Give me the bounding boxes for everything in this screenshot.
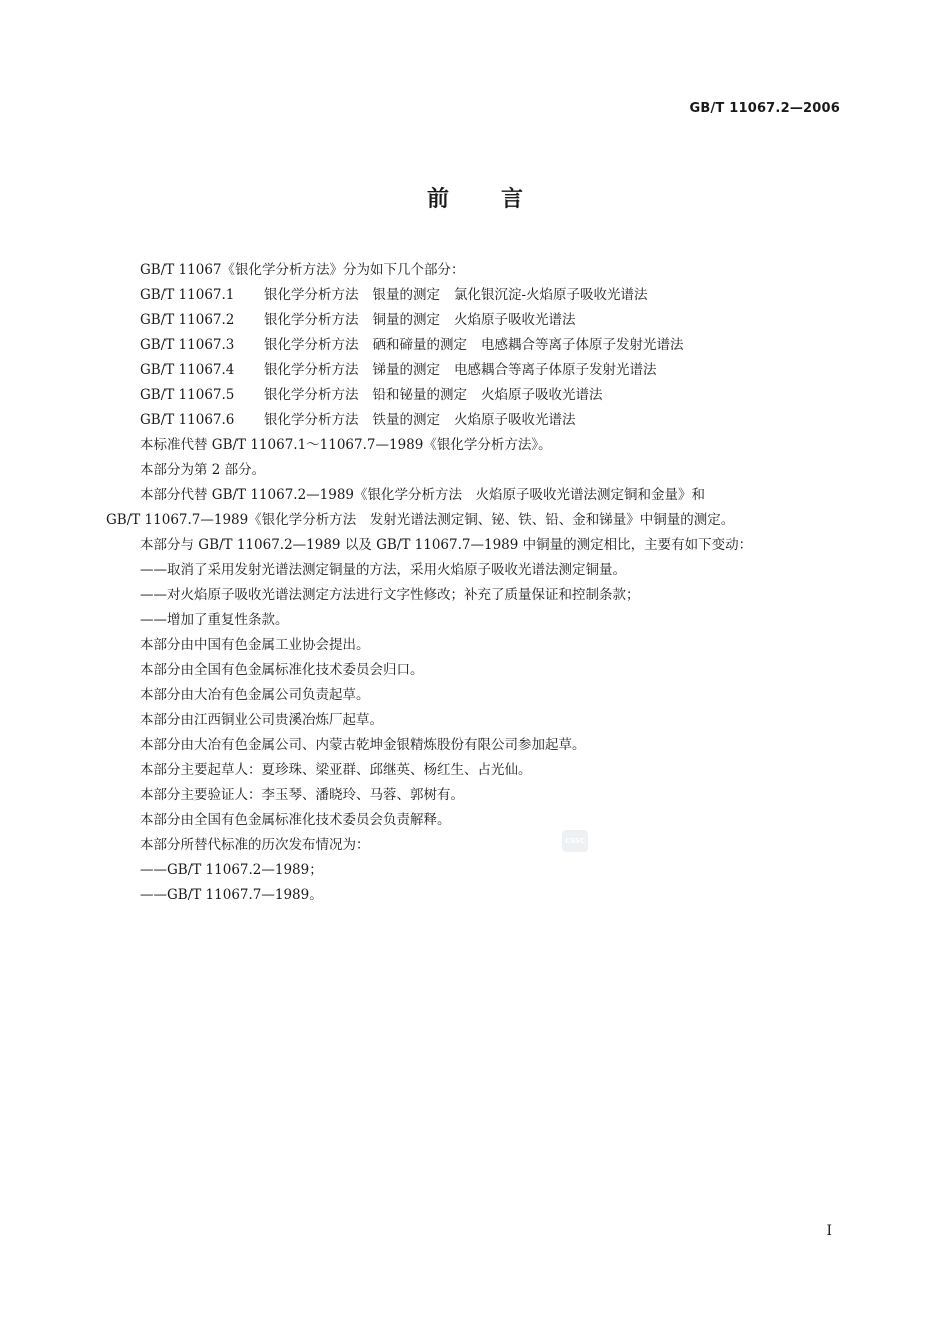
part-item: 铜量的测定 <box>372 312 440 328</box>
watermark-logo: CSSC <box>562 830 588 852</box>
foreword-body <box>106 258 846 908</box>
part-row <box>106 358 846 383</box>
part-code: GB/T 11067.5 <box>140 387 235 403</box>
part-method: 火焰原子吸收光谱法 <box>454 312 576 328</box>
part-row <box>106 408 846 433</box>
statement-paragraph: 本部分主要起草人：夏珍珠、梁亚群、邱继英、杨红生、占光仙。 <box>140 762 532 778</box>
standard-code: GB/T 11067.2—2006 <box>689 101 840 116</box>
title-char-1: 前 <box>426 187 449 212</box>
part-item: 硒和碲量的测定 <box>372 337 467 353</box>
part-item: 银量的测定 <box>372 287 440 303</box>
statement-paragraph: 本部分由大冶有色金属公司负责起草。 <box>140 687 370 703</box>
part-name: 银化学分析方法 <box>264 387 359 403</box>
replaces-paragraph: 本标准代替 GB/T 11067.1～11067.7—1989《银化学分析方法》。 <box>140 437 552 453</box>
page-title <box>0 182 950 213</box>
statement-paragraph: 本部分所替代标准的历次发布情况为： <box>140 837 370 853</box>
history-item: ——GB/T 11067.7—1989。 <box>140 887 323 903</box>
part-method: 火焰原子吸收光谱法 <box>481 387 603 403</box>
part-name: 银化学分析方法 <box>264 287 359 303</box>
part-item: 锑量的测定 <box>372 362 440 378</box>
part-code: GB/T 11067.4 <box>140 362 235 378</box>
part-row <box>106 283 846 308</box>
part-code: GB/T 11067.1 <box>140 287 235 303</box>
part-row <box>106 383 846 408</box>
part-item: 铅和铋量的测定 <box>372 387 467 403</box>
statement-paragraph: 本部分主要验证人：李玉琴、潘晓玲、马蓉、郭树有。 <box>140 787 464 803</box>
part-row <box>106 308 846 333</box>
intro-paragraph: GB/T 11067《银化学分析方法》分为如下几个部分： <box>140 262 465 278</box>
statement-paragraph: 本部分由全国有色金属标准化技术委员会负责解释。 <box>140 812 451 828</box>
title-char-2: 言 <box>501 187 524 212</box>
change-item: ——对火焰原子吸收光谱法测定方法进行文字性修改；补充了质量保证和控制条款； <box>140 587 640 603</box>
changes-intro: 本部分与 GB/T 11067.2—1989 以及 GB/T 11067.7—1989 中铜量的测定相比，主要有如下变动： <box>140 537 753 553</box>
supersedes-line-2: GB/T 11067.7—1989《银化学分析方法 发射光谱法测定铜、铋、铁、铅、金和锑量》中铜量的测定。 <box>106 512 735 528</box>
statement-paragraph: 本部分由全国有色金属标准化技术委员会归口。 <box>140 662 424 678</box>
part-name: 银化学分析方法 <box>264 337 359 353</box>
statement-paragraph: 本部分由江西铜业公司贵溪冶炼厂起草。 <box>140 712 383 728</box>
supersedes-line-1: 本部分代替 GB/T 11067.2—1989《银化学分析方法 火焰原子吸收光谱法测定铜和金量》和 <box>140 487 706 503</box>
part-name: 银化学分析方法 <box>264 412 359 428</box>
part-name: 银化学分析方法 <box>264 312 359 328</box>
page-number: I <box>826 1223 832 1239</box>
part-method: 氯化银沉淀-火焰原子吸收光谱法 <box>454 287 648 303</box>
history-item: ——GB/T 11067.2—1989； <box>140 862 323 878</box>
part-method: 电感耦合等离子体原子发射光谱法 <box>481 337 684 353</box>
part-method: 电感耦合等离子体原子发射光谱法 <box>454 362 657 378</box>
change-item: ——取消了采用发射光谱法测定铜量的方法，采用火焰原子吸收光谱法测定铜量。 <box>140 562 626 578</box>
statement-paragraph: 本部分由大冶有色金属公司、内蒙古乾坤金银精炼股份有限公司参加起草。 <box>140 737 586 753</box>
statement-paragraph: 本部分由中国有色金属工业协会提出。 <box>140 637 370 653</box>
part-item: 铁量的测定 <box>372 412 440 428</box>
change-item: ——增加了重复性条款。 <box>140 612 289 628</box>
part-code: GB/T 11067.3 <box>140 337 235 353</box>
part-number-paragraph: 本部分为第 2 部分。 <box>140 462 266 478</box>
part-code: GB/T 11067.6 <box>140 412 235 428</box>
part-method: 火焰原子吸收光谱法 <box>454 412 576 428</box>
part-row <box>106 333 846 358</box>
part-code: GB/T 11067.2 <box>140 312 235 328</box>
part-name: 银化学分析方法 <box>264 362 359 378</box>
